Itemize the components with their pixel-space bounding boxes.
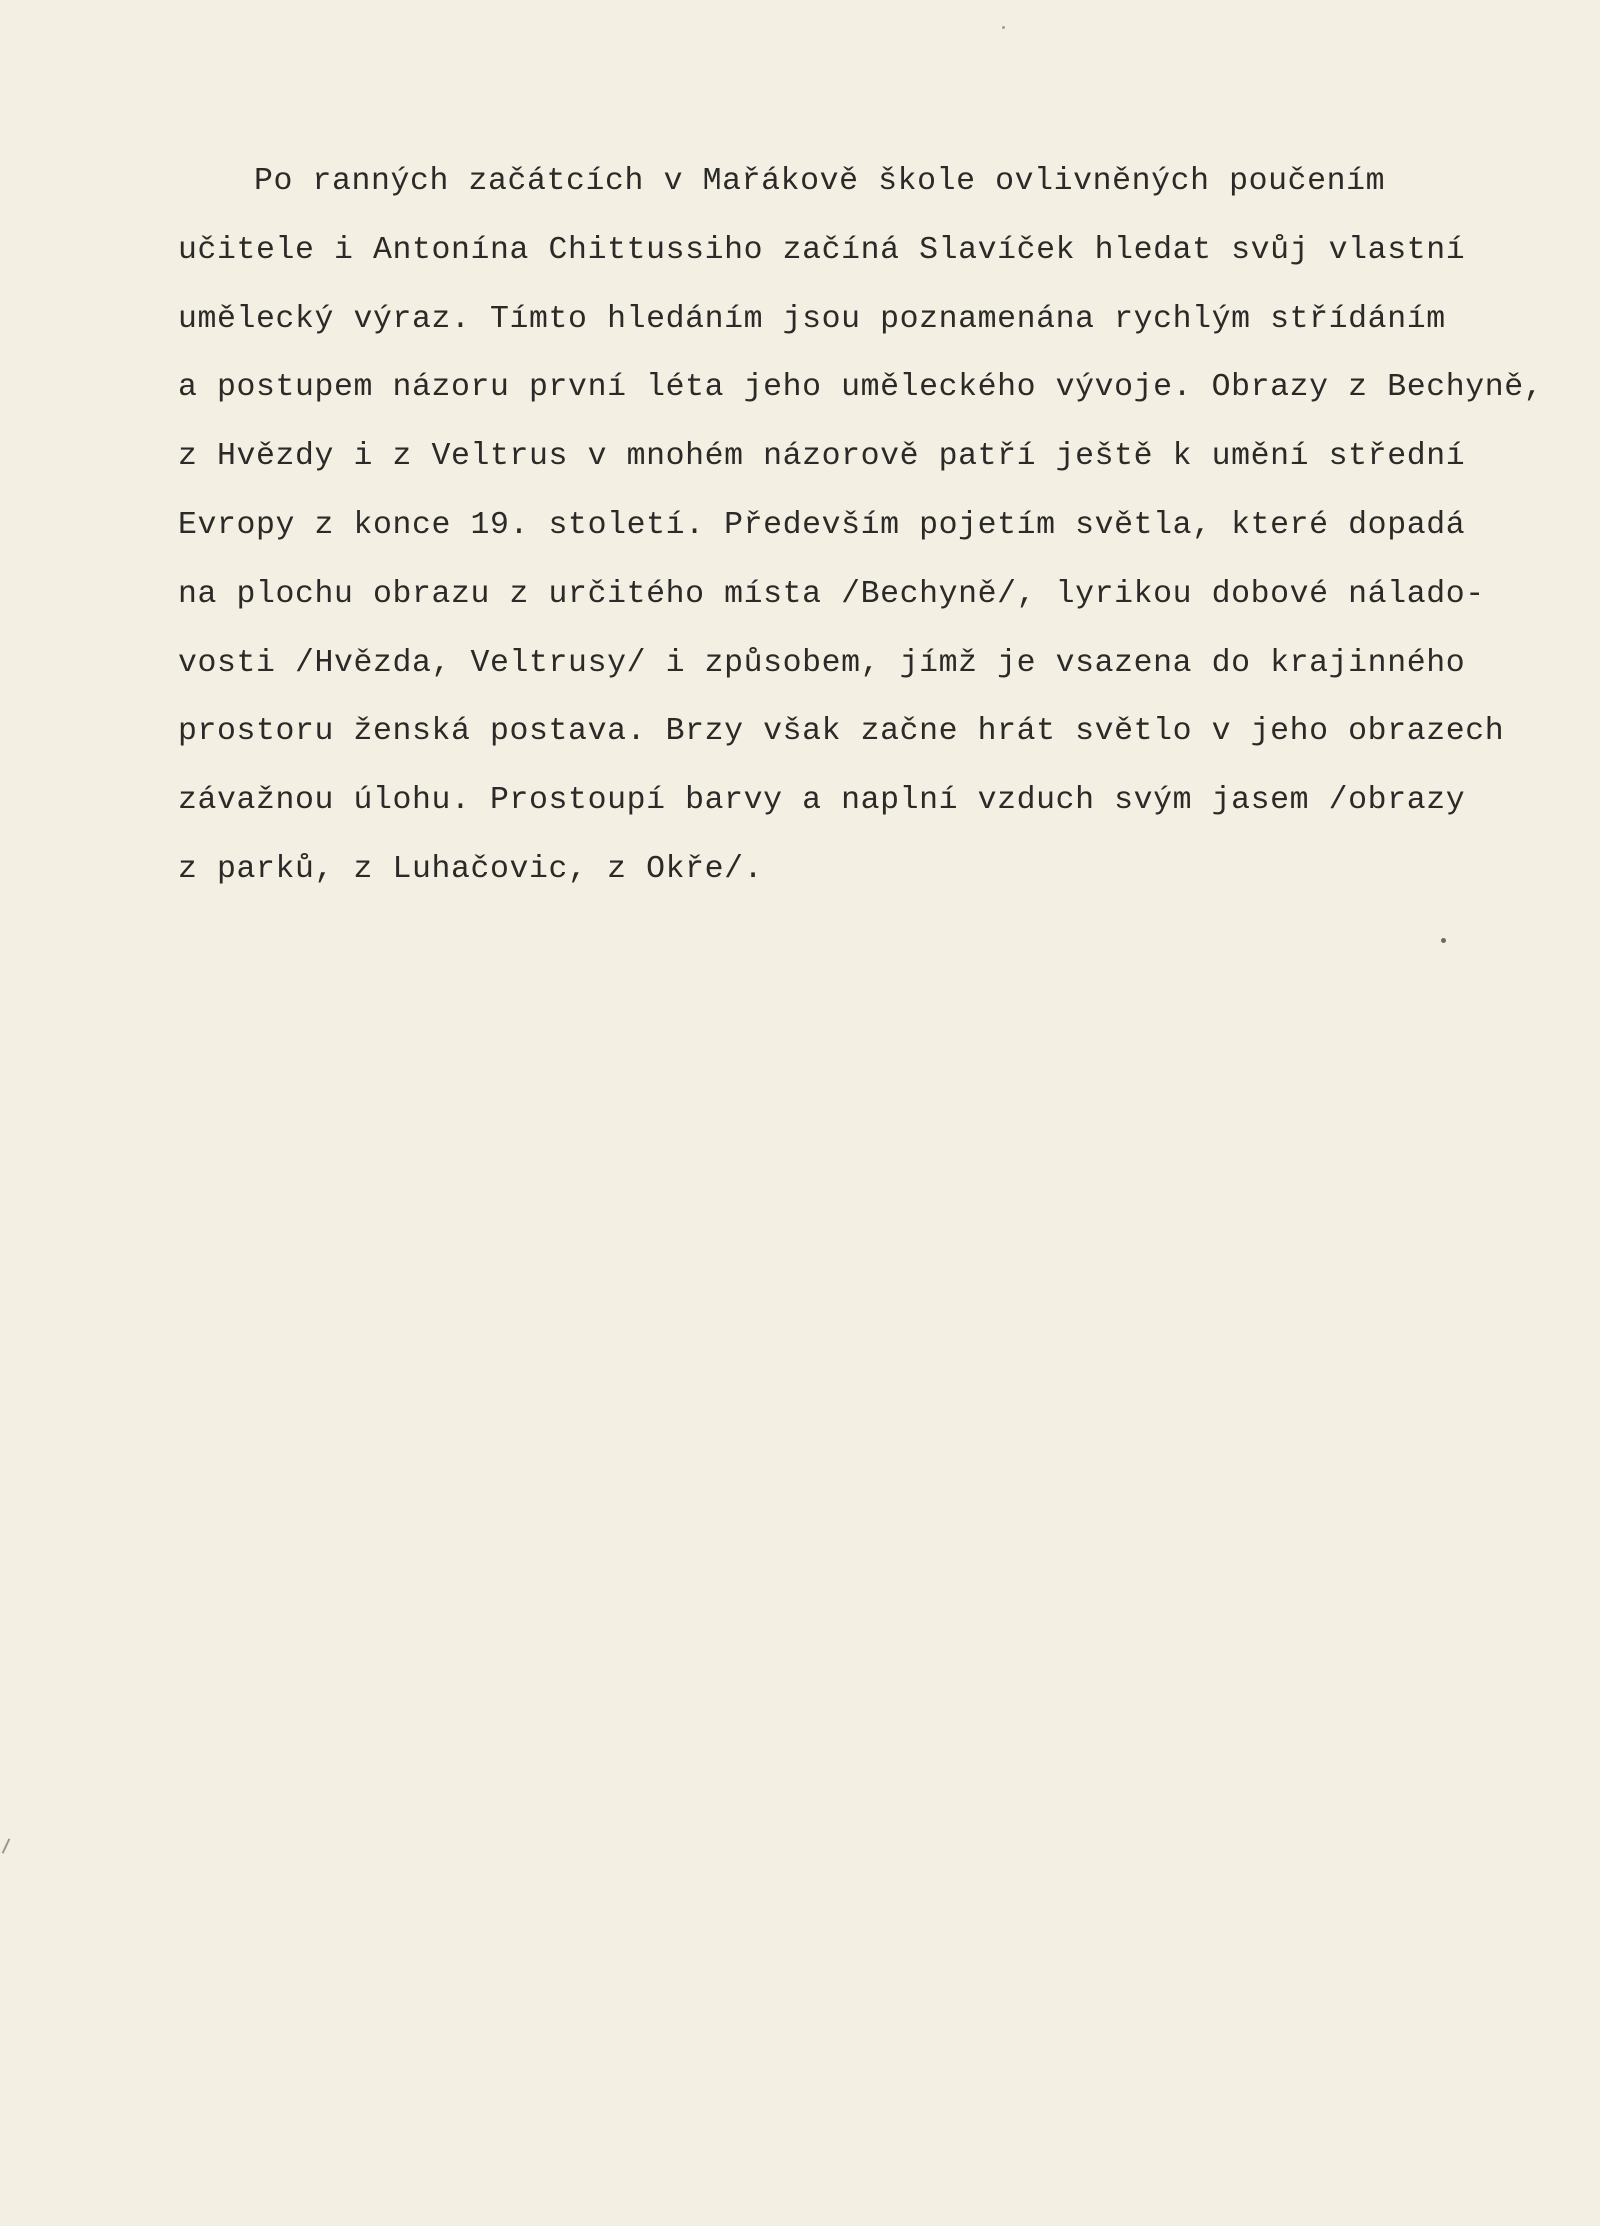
text-line: Evropy z konce 19. století. Především pojetím světla, které dopadá [178, 507, 1466, 543]
text-line: prostoru ženská postava. Brzy však začne hrát světlo v jeho obrazech [178, 714, 1505, 750]
text-line: umělecký výraz. Tímto hledáním jsou poznamenána rychlým střídáním [178, 301, 1446, 337]
text-line: na plochu obrazu z určitého místa /Bechyně/, lyrikou dobové nálado- [178, 576, 1485, 612]
typed-paragraph [178, 148, 1558, 905]
paper-mark [2, 1838, 11, 1853]
text-line: vosti /Hvězda, Veltrusy/ i způsobem, jímž je vsazena do krajinného [178, 645, 1466, 681]
text-line: učitele i Antonína Chittussiho začíná Slavíček hledat svůj vlastní [178, 232, 1466, 268]
text-line: z parků, z Luhačovic, z Okře/. [178, 851, 764, 887]
paper-speck [1441, 938, 1446, 943]
text-line: z Hvězdy i z Veltrus v mnohém názorově patří ještě k umění střední [178, 439, 1466, 475]
text-line: závažnou úlohu. Prostoupí barvy a naplní vzduch svým jasem /obrazy [178, 783, 1466, 819]
paper-speck [1002, 26, 1005, 29]
text-line: Po ranných začátcích v Mařákově škole ovlivněných poučením [254, 164, 1386, 199]
text-line: a postupem názoru první léta jeho uměleckého vývoje. Obrazy z Bechyně, [178, 370, 1544, 406]
